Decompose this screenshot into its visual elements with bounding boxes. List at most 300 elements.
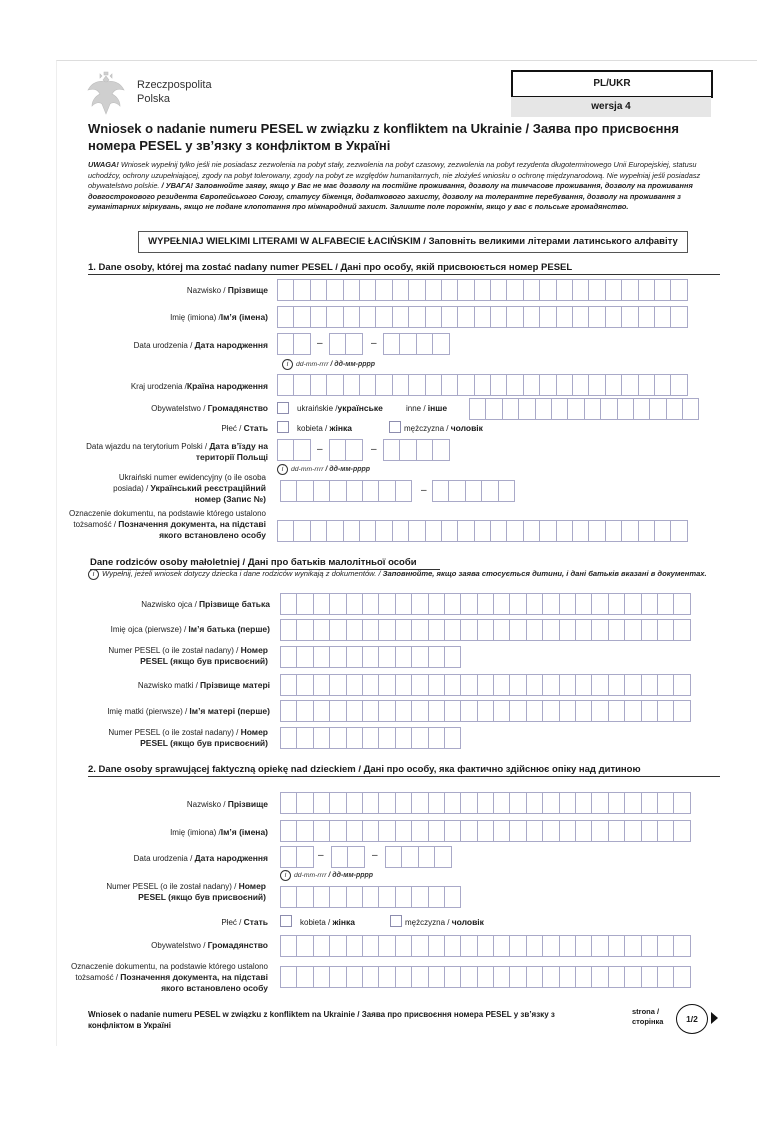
letter-cell[interactable] [329, 886, 346, 908]
guardian-surname-input[interactable] [280, 792, 690, 814]
letter-cell[interactable] [542, 935, 559, 957]
letter-cell[interactable] [526, 674, 543, 696]
letter-cell[interactable] [556, 520, 573, 542]
letter-cell[interactable] [362, 966, 379, 988]
letter-cell[interactable] [280, 935, 297, 957]
letter-cell[interactable] [526, 593, 543, 615]
letter-cell[interactable] [641, 792, 658, 814]
letter-cell[interactable] [310, 279, 327, 301]
letter-cell[interactable] [670, 374, 687, 396]
letter-cell[interactable] [375, 306, 392, 328]
letter-cell[interactable] [346, 674, 363, 696]
guardian-sex-male-checkbox[interactable] [390, 915, 402, 927]
first-name-input[interactable] [277, 306, 687, 328]
letter-cell[interactable] [591, 966, 608, 988]
letter-cell[interactable] [526, 935, 543, 957]
guardian-citizenship-input[interactable] [280, 935, 690, 957]
letter-cell[interactable] [280, 966, 297, 988]
guardian-dob-month-input[interactable] [331, 846, 364, 868]
letter-cell[interactable] [313, 619, 330, 641]
letter-cell[interactable] [399, 439, 416, 461]
letter-cell[interactable] [575, 820, 592, 842]
letter-cell[interactable] [539, 279, 556, 301]
letter-cell[interactable] [346, 480, 363, 502]
letter-cell[interactable] [490, 520, 507, 542]
letter-cell[interactable] [280, 846, 297, 868]
letter-cell[interactable] [542, 820, 559, 842]
letter-cell[interactable] [477, 674, 494, 696]
letter-cell[interactable] [346, 820, 363, 842]
letter-cell[interactable] [509, 700, 526, 722]
letter-cell[interactable] [293, 374, 310, 396]
letter-cell[interactable] [460, 935, 477, 957]
letter-cell[interactable] [362, 593, 379, 615]
letter-cell[interactable] [682, 398, 699, 420]
letter-cell[interactable] [411, 700, 428, 722]
letter-cell[interactable] [584, 398, 601, 420]
letter-cell[interactable] [605, 374, 622, 396]
letter-cell[interactable] [641, 593, 658, 615]
letter-cell[interactable] [572, 374, 589, 396]
letter-cell[interactable] [575, 792, 592, 814]
letter-cell[interactable] [428, 935, 445, 957]
letter-cell[interactable] [657, 593, 674, 615]
letter-cell[interactable] [280, 792, 297, 814]
letter-cell[interactable] [345, 333, 362, 355]
letter-cell[interactable] [313, 646, 330, 668]
letter-cell[interactable] [608, 674, 625, 696]
letter-cell[interactable] [535, 398, 552, 420]
letter-cell[interactable] [280, 886, 297, 908]
letter-cell[interactable] [428, 593, 445, 615]
letter-cell[interactable] [469, 398, 486, 420]
letter-cell[interactable] [490, 279, 507, 301]
letter-cell[interactable] [411, 593, 428, 615]
letter-cell[interactable] [395, 966, 412, 988]
letter-cell[interactable] [395, 727, 412, 749]
letter-cell[interactable] [346, 886, 363, 908]
entry-month-input[interactable] [329, 439, 362, 461]
letter-cell[interactable] [329, 674, 346, 696]
letter-cell[interactable] [654, 279, 671, 301]
letter-cell[interactable] [296, 619, 313, 641]
letter-cell[interactable] [539, 374, 556, 396]
letter-cell[interactable] [362, 935, 379, 957]
letter-cell[interactable] [572, 279, 589, 301]
letter-cell[interactable] [673, 619, 690, 641]
letter-cell[interactable] [296, 727, 313, 749]
letter-cell[interactable] [411, 619, 428, 641]
letter-cell[interactable] [460, 700, 477, 722]
letter-cell[interactable] [608, 820, 625, 842]
letter-cell[interactable] [493, 966, 510, 988]
letter-cell[interactable] [345, 439, 362, 461]
letter-cell[interactable] [444, 966, 461, 988]
letter-cell[interactable] [346, 966, 363, 988]
letter-cell[interactable] [657, 619, 674, 641]
letter-cell[interactable] [518, 398, 535, 420]
letter-cell[interactable] [395, 700, 412, 722]
letter-cell[interactable] [670, 279, 687, 301]
letter-cell[interactable] [605, 279, 622, 301]
letter-cell[interactable] [608, 619, 625, 641]
letter-cell[interactable] [313, 480, 330, 502]
letter-cell[interactable] [346, 727, 363, 749]
guardian-id-document-input[interactable] [280, 966, 690, 988]
letter-cell[interactable] [621, 374, 638, 396]
letter-cell[interactable] [425, 374, 442, 396]
letter-cell[interactable] [310, 306, 327, 328]
letter-cell[interactable] [346, 792, 363, 814]
letter-cell[interactable] [329, 480, 346, 502]
letter-cell[interactable] [588, 279, 605, 301]
letter-cell[interactable] [575, 966, 592, 988]
letter-cell[interactable] [346, 619, 363, 641]
letter-cell[interactable] [641, 619, 658, 641]
letter-cell[interactable] [378, 619, 395, 641]
letter-cell[interactable] [359, 520, 376, 542]
letter-cell[interactable] [641, 700, 658, 722]
letter-cell[interactable] [600, 398, 617, 420]
letter-cell[interactable] [375, 374, 392, 396]
letter-cell[interactable] [362, 727, 379, 749]
letter-cell[interactable] [526, 966, 543, 988]
letter-cell[interactable] [591, 619, 608, 641]
letter-cell[interactable] [477, 792, 494, 814]
citizenship-ukrainian-checkbox[interactable] [277, 402, 289, 414]
letter-cell[interactable] [523, 279, 540, 301]
letter-cell[interactable] [395, 619, 412, 641]
letter-cell[interactable] [666, 398, 683, 420]
letter-cell[interactable] [444, 593, 461, 615]
letter-cell[interactable] [418, 846, 435, 868]
letter-cell[interactable] [608, 792, 625, 814]
letter-cell[interactable] [432, 439, 449, 461]
letter-cell[interactable] [559, 792, 576, 814]
letter-cell[interactable] [313, 935, 330, 957]
sex-male-checkbox[interactable] [389, 421, 401, 433]
letter-cell[interactable] [329, 593, 346, 615]
letter-cell[interactable] [362, 700, 379, 722]
letter-cell[interactable] [526, 619, 543, 641]
letter-cell[interactable] [359, 279, 376, 301]
letter-cell[interactable] [457, 279, 474, 301]
letter-cell[interactable] [657, 700, 674, 722]
letter-cell[interactable] [673, 674, 690, 696]
letter-cell[interactable] [326, 279, 343, 301]
letter-cell[interactable] [493, 619, 510, 641]
letter-cell[interactable] [378, 792, 395, 814]
letter-cell[interactable] [444, 674, 461, 696]
letter-cell[interactable] [313, 966, 330, 988]
id-document-input[interactable] [277, 520, 687, 542]
letter-cell[interactable] [506, 306, 523, 328]
letter-cell[interactable] [277, 374, 294, 396]
letter-cell[interactable] [559, 674, 576, 696]
letter-cell[interactable] [416, 439, 433, 461]
entry-year-input[interactable] [383, 439, 449, 461]
letter-cell[interactable] [293, 333, 310, 355]
letter-cell[interactable] [673, 792, 690, 814]
letter-cell[interactable] [457, 520, 474, 542]
letter-cell[interactable] [591, 820, 608, 842]
letter-cell[interactable] [542, 966, 559, 988]
letter-cell[interactable] [378, 727, 395, 749]
letter-cell[interactable] [392, 279, 409, 301]
letter-cell[interactable] [310, 374, 327, 396]
letter-cell[interactable] [474, 374, 491, 396]
letter-cell[interactable] [277, 520, 294, 542]
letter-cell[interactable] [362, 646, 379, 668]
letter-cell[interactable] [362, 480, 379, 502]
letter-cell[interactable] [326, 306, 343, 328]
dob-year-input[interactable] [383, 333, 449, 355]
letter-cell[interactable] [428, 619, 445, 641]
letter-cell[interactable] [624, 966, 641, 988]
letter-cell[interactable] [441, 520, 458, 542]
letter-cell[interactable] [493, 792, 510, 814]
guardian-sex-female-checkbox[interactable] [280, 915, 292, 927]
letter-cell[interactable] [498, 480, 515, 502]
letter-cell[interactable] [416, 333, 433, 355]
letter-cell[interactable] [280, 619, 297, 641]
letter-cell[interactable] [293, 520, 310, 542]
letter-cell[interactable] [556, 279, 573, 301]
letter-cell[interactable] [329, 333, 346, 355]
letter-cell[interactable] [572, 306, 589, 328]
letter-cell[interactable] [474, 306, 491, 328]
letter-cell[interactable] [506, 279, 523, 301]
letter-cell[interactable] [509, 792, 526, 814]
letter-cell[interactable] [559, 966, 576, 988]
letter-cell[interactable] [559, 619, 576, 641]
letter-cell[interactable] [572, 520, 589, 542]
next-page-arrow-icon[interactable] [711, 1012, 718, 1024]
letter-cell[interactable] [395, 674, 412, 696]
letter-cell[interactable] [392, 374, 409, 396]
letter-cell[interactable] [392, 520, 409, 542]
letter-cell[interactable] [559, 820, 576, 842]
letter-cell[interactable] [313, 700, 330, 722]
letter-cell[interactable] [624, 700, 641, 722]
letter-cell[interactable] [477, 700, 494, 722]
letter-cell[interactable] [378, 646, 395, 668]
letter-cell[interactable] [411, 935, 428, 957]
letter-cell[interactable] [329, 792, 346, 814]
letter-cell[interactable] [641, 674, 658, 696]
letter-cell[interactable] [395, 935, 412, 957]
letter-cell[interactable] [296, 820, 313, 842]
letter-cell[interactable] [434, 846, 451, 868]
letter-cell[interactable] [378, 674, 395, 696]
letter-cell[interactable] [559, 935, 576, 957]
letter-cell[interactable] [408, 306, 425, 328]
letter-cell[interactable] [575, 619, 592, 641]
letter-cell[interactable] [441, 279, 458, 301]
letter-cell[interactable] [428, 727, 445, 749]
letter-cell[interactable] [401, 846, 418, 868]
guardian-name-input[interactable] [280, 820, 690, 842]
letter-cell[interactable] [673, 935, 690, 957]
surname-input[interactable] [277, 279, 687, 301]
letter-cell[interactable] [481, 480, 498, 502]
letter-cell[interactable] [428, 886, 445, 908]
letter-cell[interactable] [428, 646, 445, 668]
letter-cell[interactable] [428, 674, 445, 696]
letter-cell[interactable] [444, 619, 461, 641]
letter-cell[interactable] [559, 593, 576, 615]
letter-cell[interactable] [378, 886, 395, 908]
letter-cell[interactable] [383, 333, 400, 355]
letter-cell[interactable] [378, 700, 395, 722]
letter-cell[interactable] [441, 306, 458, 328]
letter-cell[interactable] [624, 935, 641, 957]
letter-cell[interactable] [411, 792, 428, 814]
father-name-input[interactable] [280, 619, 690, 641]
letter-cell[interactable] [591, 792, 608, 814]
letter-cell[interactable] [280, 674, 297, 696]
letter-cell[interactable] [296, 674, 313, 696]
letter-cell[interactable] [432, 480, 449, 502]
letter-cell[interactable] [465, 480, 482, 502]
letter-cell[interactable] [395, 480, 412, 502]
letter-cell[interactable] [588, 520, 605, 542]
letter-cell[interactable] [624, 820, 641, 842]
letter-cell[interactable] [378, 480, 395, 502]
letter-cell[interactable] [329, 439, 346, 461]
dob-month-input[interactable] [329, 333, 362, 355]
letter-cell[interactable] [326, 520, 343, 542]
letter-cell[interactable] [542, 792, 559, 814]
birth-country-input[interactable] [277, 374, 687, 396]
letter-cell[interactable] [444, 886, 461, 908]
letter-cell[interactable] [293, 439, 310, 461]
guardian-pesel-input[interactable] [280, 886, 460, 908]
letter-cell[interactable] [523, 520, 540, 542]
letter-cell[interactable] [526, 792, 543, 814]
letter-cell[interactable] [567, 398, 584, 420]
letter-cell[interactable] [383, 439, 400, 461]
letter-cell[interactable] [460, 966, 477, 988]
letter-cell[interactable] [343, 520, 360, 542]
letter-cell[interactable] [395, 792, 412, 814]
letter-cell[interactable] [539, 520, 556, 542]
letter-cell[interactable] [378, 935, 395, 957]
letter-cell[interactable] [425, 520, 442, 542]
letter-cell[interactable] [444, 792, 461, 814]
letter-cell[interactable] [313, 674, 330, 696]
letter-cell[interactable] [673, 593, 690, 615]
letter-cell[interactable] [526, 700, 543, 722]
letter-cell[interactable] [359, 374, 376, 396]
letter-cell[interactable] [624, 792, 641, 814]
letter-cell[interactable] [280, 593, 297, 615]
letter-cell[interactable] [493, 593, 510, 615]
letter-cell[interactable] [588, 306, 605, 328]
letter-cell[interactable] [411, 820, 428, 842]
letter-cell[interactable] [425, 279, 442, 301]
letter-cell[interactable] [392, 306, 409, 328]
letter-cell[interactable] [329, 935, 346, 957]
dob-day-input[interactable] [277, 333, 310, 355]
letter-cell[interactable] [485, 398, 502, 420]
letter-cell[interactable] [509, 966, 526, 988]
letter-cell[interactable] [621, 306, 638, 328]
letter-cell[interactable] [411, 646, 428, 668]
letter-cell[interactable] [591, 700, 608, 722]
letter-cell[interactable] [493, 700, 510, 722]
letter-cell[interactable] [296, 480, 313, 502]
letter-cell[interactable] [657, 792, 674, 814]
letter-cell[interactable] [399, 333, 416, 355]
letter-cell[interactable] [313, 792, 330, 814]
letter-cell[interactable] [641, 820, 658, 842]
letter-cell[interactable] [551, 398, 568, 420]
letter-cell[interactable] [490, 306, 507, 328]
letter-cell[interactable] [395, 646, 412, 668]
letter-cell[interactable] [477, 820, 494, 842]
letter-cell[interactable] [477, 619, 494, 641]
letter-cell[interactable] [608, 700, 625, 722]
letter-cell[interactable] [296, 935, 313, 957]
sex-female-checkbox[interactable] [277, 421, 289, 433]
letter-cell[interactable] [509, 820, 526, 842]
letter-cell[interactable] [329, 820, 346, 842]
letter-cell[interactable] [395, 593, 412, 615]
letter-cell[interactable] [523, 306, 540, 328]
letter-cell[interactable] [411, 727, 428, 749]
letter-cell[interactable] [428, 792, 445, 814]
letter-cell[interactable] [474, 520, 491, 542]
letter-cell[interactable] [556, 306, 573, 328]
letter-cell[interactable] [346, 700, 363, 722]
letter-cell[interactable] [441, 374, 458, 396]
letter-cell[interactable] [657, 935, 674, 957]
letter-cell[interactable] [296, 593, 313, 615]
letter-cell[interactable] [457, 374, 474, 396]
letter-cell[interactable] [621, 520, 638, 542]
letter-cell[interactable] [477, 593, 494, 615]
letter-cell[interactable] [277, 333, 294, 355]
letter-cell[interactable] [605, 306, 622, 328]
letter-cell[interactable] [313, 886, 330, 908]
letter-cell[interactable] [346, 646, 363, 668]
letter-cell[interactable] [608, 935, 625, 957]
letter-cell[interactable] [575, 700, 592, 722]
letter-cell[interactable] [542, 619, 559, 641]
letter-cell[interactable] [621, 279, 638, 301]
letter-cell[interactable] [457, 306, 474, 328]
letter-cell[interactable] [313, 593, 330, 615]
letter-cell[interactable] [375, 520, 392, 542]
letter-cell[interactable] [673, 966, 690, 988]
letter-cell[interactable] [657, 820, 674, 842]
letter-cell[interactable] [633, 398, 650, 420]
letter-cell[interactable] [296, 846, 313, 868]
letter-cell[interactable] [588, 374, 605, 396]
letter-cell[interactable] [362, 886, 379, 908]
letter-cell[interactable] [575, 935, 592, 957]
letter-cell[interactable] [654, 306, 671, 328]
letter-cell[interactable] [638, 279, 655, 301]
letter-cell[interactable] [329, 646, 346, 668]
letter-cell[interactable] [395, 820, 412, 842]
letter-cell[interactable] [411, 886, 428, 908]
letter-cell[interactable] [280, 820, 297, 842]
letter-cell[interactable] [428, 820, 445, 842]
letter-cell[interactable] [638, 306, 655, 328]
letter-cell[interactable] [559, 700, 576, 722]
